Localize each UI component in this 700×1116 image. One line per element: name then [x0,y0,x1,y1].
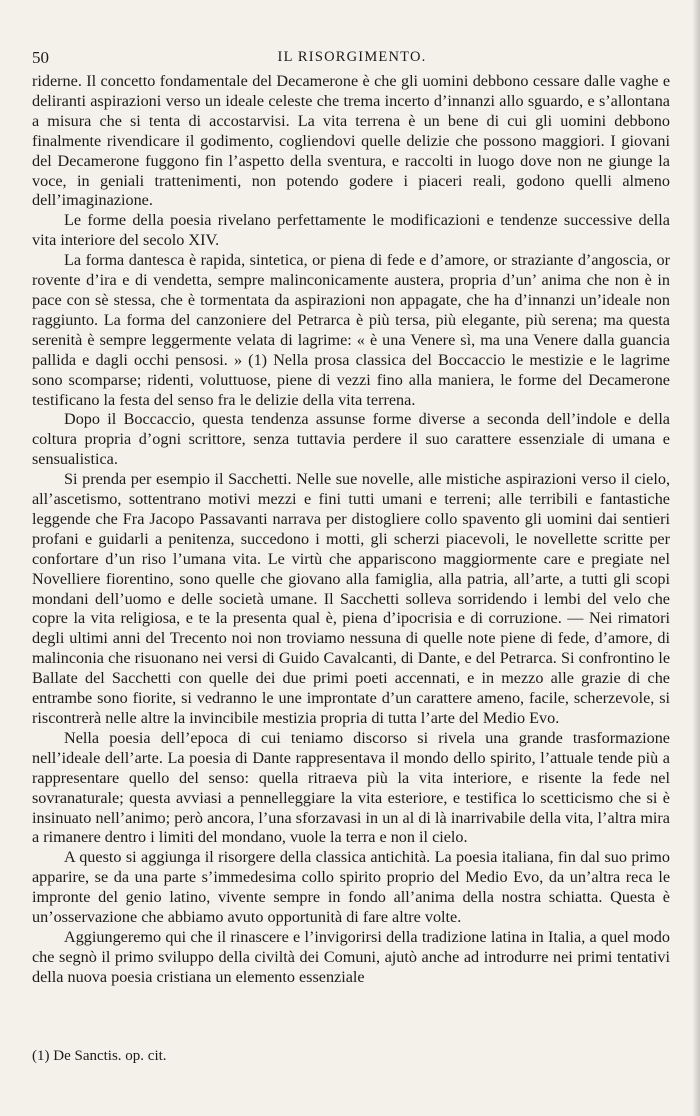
paragraph: riderne. Il concetto fondamentale del Decamerone è che gli uomini debbono cessare dalle vaghe e deliranti aspirazioni verso un ideale celeste che trema incerto d’innanzi allo sguardo, e s’allontana a misura che si tenta di accostarvisi. La vita terrena è un bene di cui gli uomini debbono finalmente rivendicare il godimento, cogliendovi quelle delizie che possono maggiori. I giovani del Decamerone fuggono fin l’aspetto della sventura, e raccolti in luogo dove non ne giunge la voce, in geniali trattenimenti, non potendo godere i piaceri reali, godono quelli almeno dell’imaginazione. [32,72,670,210]
page-number: 50 [32,48,49,67]
body-text [32,72,670,988]
running-title: IL RISORGIMENTO. [277,49,427,65]
page-edge-shadow [692,0,700,1116]
paragraph: La forma dantesca è rapida, sintetica, or piena di fede e d’amore, or straziante d’angoscia, or rovente d’ira e di vendetta, sempre malinconicamente austera, propria d’un’ anima che non è in pace con sè stessa, che è tormentata da aspirazioni non appagate, che ha d’innanzi un’ideale non raggiunto. La forma del canzoniere del Petrarca è più tersa, più elegante, più serena; ma questa serenità è sempre leggermente velata di lagrime: « è una Venere sì, ma una Venere dalla guancia pallida e dagli occhi pensosi. » (1) Nella prosa classica del Boccaccio le mestizie e le lagrime sono scomparse; ridenti, voluttuose, piene di vezzi fino alla maniera, le forme del Decamerone testificano la festa del senso fra le delizie della vita terrena. [32,251,670,409]
paragraph: Nella poesia dell’epoca di cui teniamo discorso si rivela una grande trasformazione nell’ideale dell’arte. La poesia di Dante rappresentava il mondo dello spirito, l’attuale tende più a rappresentare quello del senso: quella ritraeva più la vita interiore, e risente la fede nel sovranaturale; questa avviasi a pennelleggiare la vita esteriore, e testifica lo scetticismo che si è insinuato nell’animo; però ancora, l’una sforzavasi in un al di là inarrivabile della vita, l’altra mira a rimanere dentro i limiti del mondano, vuole la terra e non il cielo. [32,728,670,847]
page-header [32,48,672,68]
paragraph: Aggiungeremo qui che il rinascere e l’invigorirsi della tradizione latina in Italia, a quel modo che segnò il primo sviluppo della civiltà dei Comuni, ajutò anche ad introdurre nei primi tentativi della nuova poesia cristiana un elemento essenziale [32,927,670,986]
paragraph: Dopo il Boccaccio, questa tendenza assunse forme diverse a seconda dell’indole e della coltura propria d’ogni scrittore, senza tuttavia perdere il suo carattere essenziale di umana e sensualistica. [32,410,670,469]
paragraph: Le forme della poesia rivelano perfettamente le modificazioni e tendenze successive della vita interiore del secolo XIV. [32,211,670,250]
footnote: (1) De Sanctis. op. cit. [32,1048,167,1064]
paragraph: A questo si aggiunga il risorgere della classica antichità. La poesia italiana, fin dal suo primo apparire, se da una parte s’immedesima collo spirito proprio del Medio Evo, da un’altra reca le impronte del genio latino, vivente sempre in fondo all’anima della nostra schiatta. Questa è un’osservazione che abbiamo avuto opportunità di fare altre volte. [32,848,670,927]
paragraph: Si prenda per esempio il Sacchetti. Nelle sue novelle, alle mistiche aspirazioni verso il cielo, all’ascetismo, sottentrano motivi mezzi e fini tutti umani e terreni; alle terribili e fantastiche leggende che Fra Jacopo Passavanti narrava per distogliere collo spavento gli uomini dai sentieri profani e guidarli a penitenza, succedono i motti, gli scherzi piacevoli, le novellette scritte per confortare d’un riso l’umana vita. Le virtù che appariscono maggiormente care e pregiate nel Novelliere fiorentino, sono quelle che giovano alla famiglia, alla patria, all’arte, a tutti gli scopi mondani dell’uomo e delle società umane. Il Sacchetti solleva sorridendo i lembi del velo che copre la vita religiosa, e te la presenta qual è, piena d’ipocrisia e di corruzione. — Nei rimatori degli ultimi anni del Trecento noi non troviamo nessuna di quelle note piene di fede, d’amore, di malinconia che risuonano nei versi di Guido Cavalcanti, di Dante, e del Petrarca. Si confrontino le Ballate del Sacchetti con quelle dei due primi poeti accennati, e in mezzo alle grazie di che entrambe sono fiorite, si vedranno le une improntate d’un carattere ameno, facile, scherzevole, si riscontrerà nelle altre la invincibile mestizia propria di tutta l’arte del Medio Evo. [32,470,670,727]
